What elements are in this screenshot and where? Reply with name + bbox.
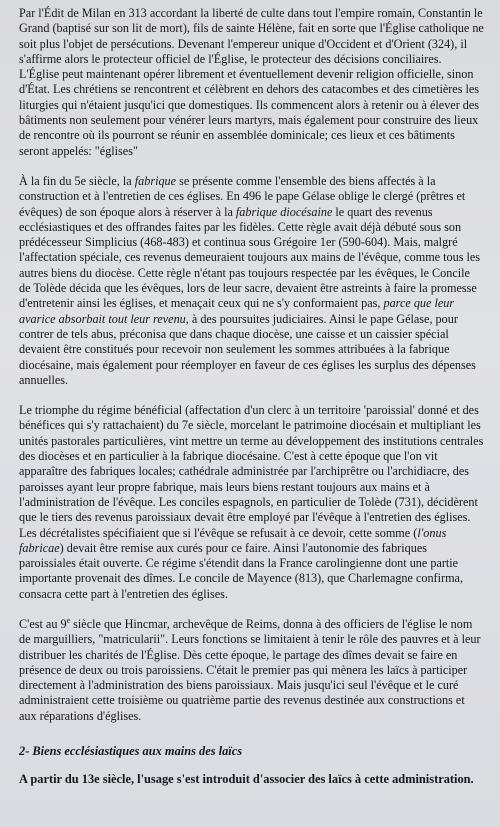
- italic-term-fabrique: fabrique: [134, 173, 177, 188]
- text-run: À la fin du 5e siècle, la: [19, 173, 135, 188]
- text-run: C'est au 9: [19, 616, 67, 631]
- text-run: Le triomphe du régime bénéficial (affectation d'un clerc à un territoire 'paroissial' donné et des bénéfices qui s'y rattachaient) du 7e siècle, morcelant le patrimoine diocésain et multipliant les unités pastorales particulières, vint mettre un terme au développement des institutions centrales des diocèses et en particulier à la fabrique diocésaine. C'est à cette époque que l'on vit apparaître des fabriques locales; cathédrale administrée par l'archiprêtre ou l'archidiacre, des paroisses ayant leur propre fabrique, mais leurs biens restant toujours aux mains et à l'administration de l'évêque. Les conciles espagnols, en particulier de Tolède (731), décidèrent que le tiers des revenus paroissiaux devait être employé par l'évêque à l'entretien des églises. Les décrétalistes spécifiaient que si l'évêque se refusait à ce devoir, cette somme (: [19, 403, 484, 540]
- paragraph-hincmar: [19, 617, 484, 724]
- text-run: à des poursuites judiciaires. Ainsi le pape Gélase, pour contrer de tels abus, préconisa que dans chaque diocèse, une caisse et un caissier spécial devaient être constitués pour recevoir non seulement les sommes attribuées à la fabrique diocésaine, mais également pour réemployer en faveur de ces églises les surplus des dépenses annuelles.: [19, 311, 476, 387]
- text-run: le quart des revenus ecclésiastiques et des offrandes faites par les fidèles. Cette règle avait déjà débuté sous son prédécesseur Simplicius (468-483) et continua sous Grégoire 1er (590-604). Mais, malgré l'affectation spéciale, ces revenus demeuraient toujours aux mains de l'évêque, comme tous les autres biens du diocèse. Cette règle n'étant pas toujours respectée par les évêques, le Concile de Tolède décida que les évêques, lors de leur sacre, devaient être astreints à faire la promesse d'entretenir ainsi les églises, et menaçait ceux qui ne s'y conformaient pas,: [19, 204, 481, 311]
- superscript-e: e: [66, 615, 71, 625]
- italic-quote-avarice: parce que leur avarice absorbait tout leur revenu,: [19, 296, 455, 326]
- text-run: siècle que Hincmar, archevêque de Reims, donna à des officiers de l'église le nom de marguilliers, "matricularii". Leurs fonctions se limitaient à tenir le rôle des pauvres et à leur distribuer les charités de l'Église. Dès cette époque, le partage des dîmes devait se faire en présence de deux ou trois paroissiens. C'était le premier pas qui mènera les laïcs à participer directement à l'administration des biens paroissiaux. Mais jusqu'ici seul l'évêque et le curé administraient cette troisième ou quatrième partie des revenus destinée aux constructions et aux réparations d'églises.: [19, 616, 481, 723]
- italic-term-fabrique-diocesaine: fabrique diocésaine: [235, 204, 333, 219]
- paragraph-fabrique: [19, 174, 484, 388]
- section-lead-paragraph: A partir du 13e siècle, l'usage s'est introduit d'associer des laïcs à cette administration.: [19, 772, 474, 787]
- text-run: ) devait être remise aux curés pour ce faire. Ainsi l'autonomie des fabriques paroissiales était ouverte. Ce régime s'étendit dans la France carolingienne dont une partie importante provenait des dîmes. Le concile de Mayence (813), que Charlemagne confirma, consacra cette part à l'entretien des églises.: [19, 540, 463, 601]
- italic-term-onus-fabricae: l'onus fabricae: [19, 525, 447, 555]
- paragraph-edit-de-milan: Par l'Édit de Milan en 313 accordant la liberté de culte dans tout l'empire romain, Constantin le Grand (baptisé sur son lit de mort), fils de sainte Hélène, fait en sorte que l'Église catholique ne soit plus l'objet de persécutions. Devenant l'empereur unique d'Occident et d'Orient (324), il s'affirme alors le protecteur officiel de l'Église, le protecteur des décisions conciliaires. L'Église peut maintenant opérer librement et éventuellement devenir religion officielle, sinon d'État. Les chrétiens se rencontrent et célèbrent en dehors des catacombes et des cimetières les liturgies qui n'étaient jusqu'ici que domestiques. Ils commencent alors à retenir ou à élever des bâtiments non seulement pour vénérer leurs martyrs, mais également pour construire des lieux de rencontre où ils pourront se réunir en assemblée dominicale; ces lieux et ces bâtiments seront appelés: "églises": [19, 6, 484, 158]
- section-heading: 2- Biens ecclésiastiques aux mains des laïcs: [19, 744, 243, 759]
- text-run: se présente comme l'ensemble des biens affectés à la construction et à l'entretien de ces églises. En 496 le pape Gélase oblige le clergé (prêtres et évêques) de son époque alors à réserver à la: [19, 173, 466, 219]
- paragraph-regime-beneficial: [19, 403, 484, 602]
